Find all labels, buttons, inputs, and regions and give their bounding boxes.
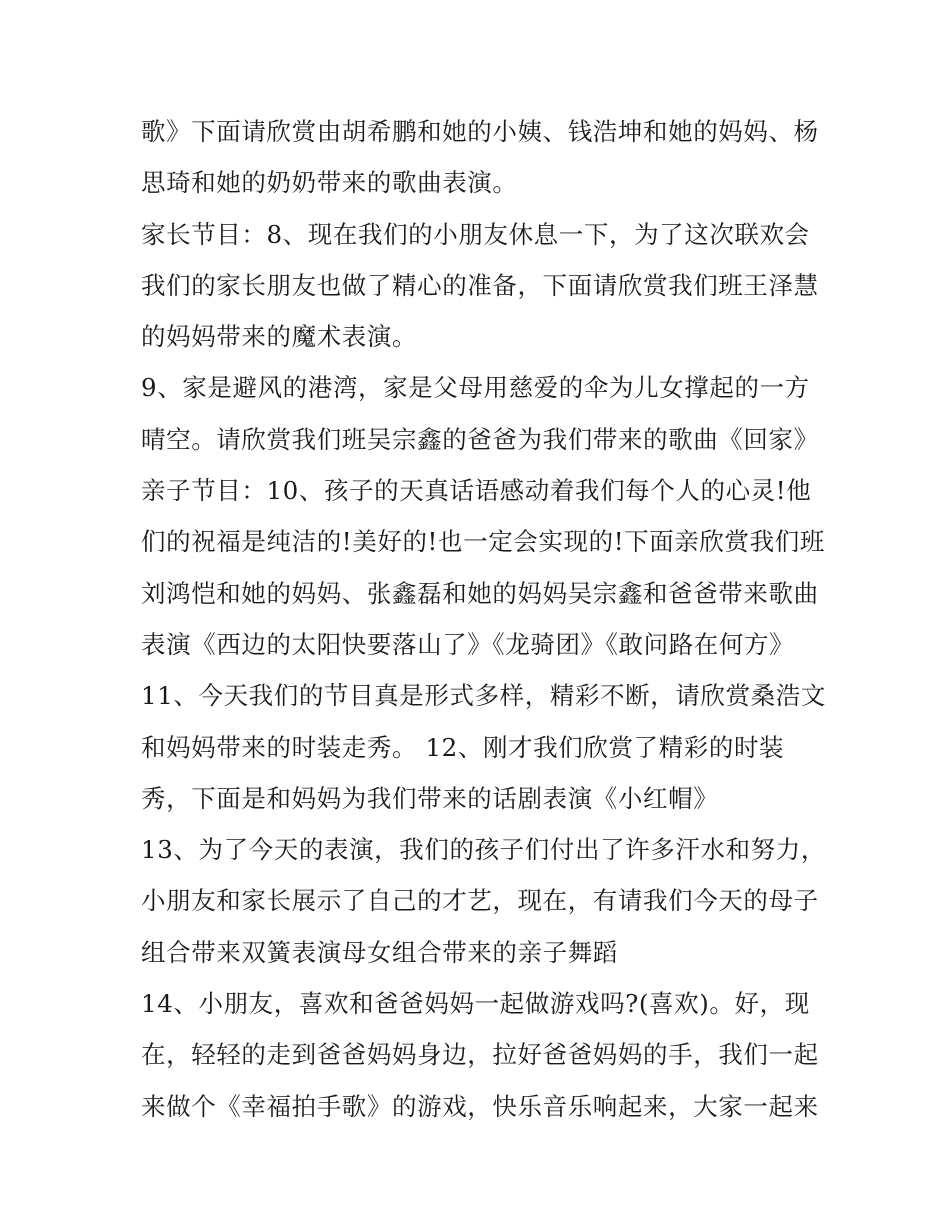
text-line: 在，轻轻的走到爸爸妈妈身边，拉好爸爸妈妈的手，我们一起	[141, 1040, 819, 1070]
text-line: 13、为了今天的表演，我们的孩子们付出了许多汗水和努力，	[141, 835, 826, 865]
text-line: 亲子节目：10、孩子的天真话语感动着我们每个人的心灵!他	[141, 476, 812, 506]
text-line: 表演《西边的太阳快要落山了》《龙骑团》《敢问路在何方》	[141, 629, 795, 659]
text-line: 秀，下面是和妈妈为我们带来的话剧表演《小红帽》	[141, 783, 719, 813]
text-line: 小朋友和家长展示了自己的才艺，现在，有请我们今天的母子	[141, 886, 819, 916]
body-text	[141, 106, 826, 1132]
text-line: 9、家是避风的港湾，家是父母用慈爱的伞为儿女撑起的一方	[141, 373, 810, 403]
text-line: 11、今天我们的节目真是形式多样，精彩不断，请欣赏桑浩文	[141, 681, 826, 711]
text-line: 们的祝福是纯洁的!美好的!也一定会实现的!下面亲欣赏我们班	[141, 527, 825, 557]
text-line: 和妈妈带来的时装走秀。 12、刚才我们欣赏了精彩的时装	[141, 732, 785, 762]
text-line: 家长节目：8、现在我们的小朋友休息一下，为了这次联欢会	[141, 219, 810, 249]
text-line: 思琦和她的奶奶带来的歌曲表演。	[141, 168, 518, 198]
text-line: 晴空。请欣赏我们班吴宗鑫的爸爸为我们带来的歌曲《回家》	[141, 424, 819, 454]
text-line: 歌》下面请欣赏由胡希鹏和她的小姨、钱浩坤和她的妈妈、杨	[141, 117, 819, 146]
text-line: 的妈妈带来的魔术表演。	[141, 322, 418, 352]
text-line: 刘鸿恺和她的妈妈、张鑫磊和她的妈妈吴宗鑫和爸爸带来歌曲	[141, 578, 819, 608]
text-line: 我们的家长朋友也做了精心的准备，下面请欣赏我们班王泽慧	[141, 270, 819, 300]
text-line: 组合带来双簧表演母女组合带来的亲子舞蹈	[141, 937, 618, 967]
text-line: 14、小朋友，喜欢和爸爸妈妈一起做游戏吗?(喜欢)。好，现	[141, 989, 810, 1019]
text-line: 来做个《幸福拍手歌》的游戏，快乐音乐响起来，大家一起来	[141, 1091, 819, 1121]
